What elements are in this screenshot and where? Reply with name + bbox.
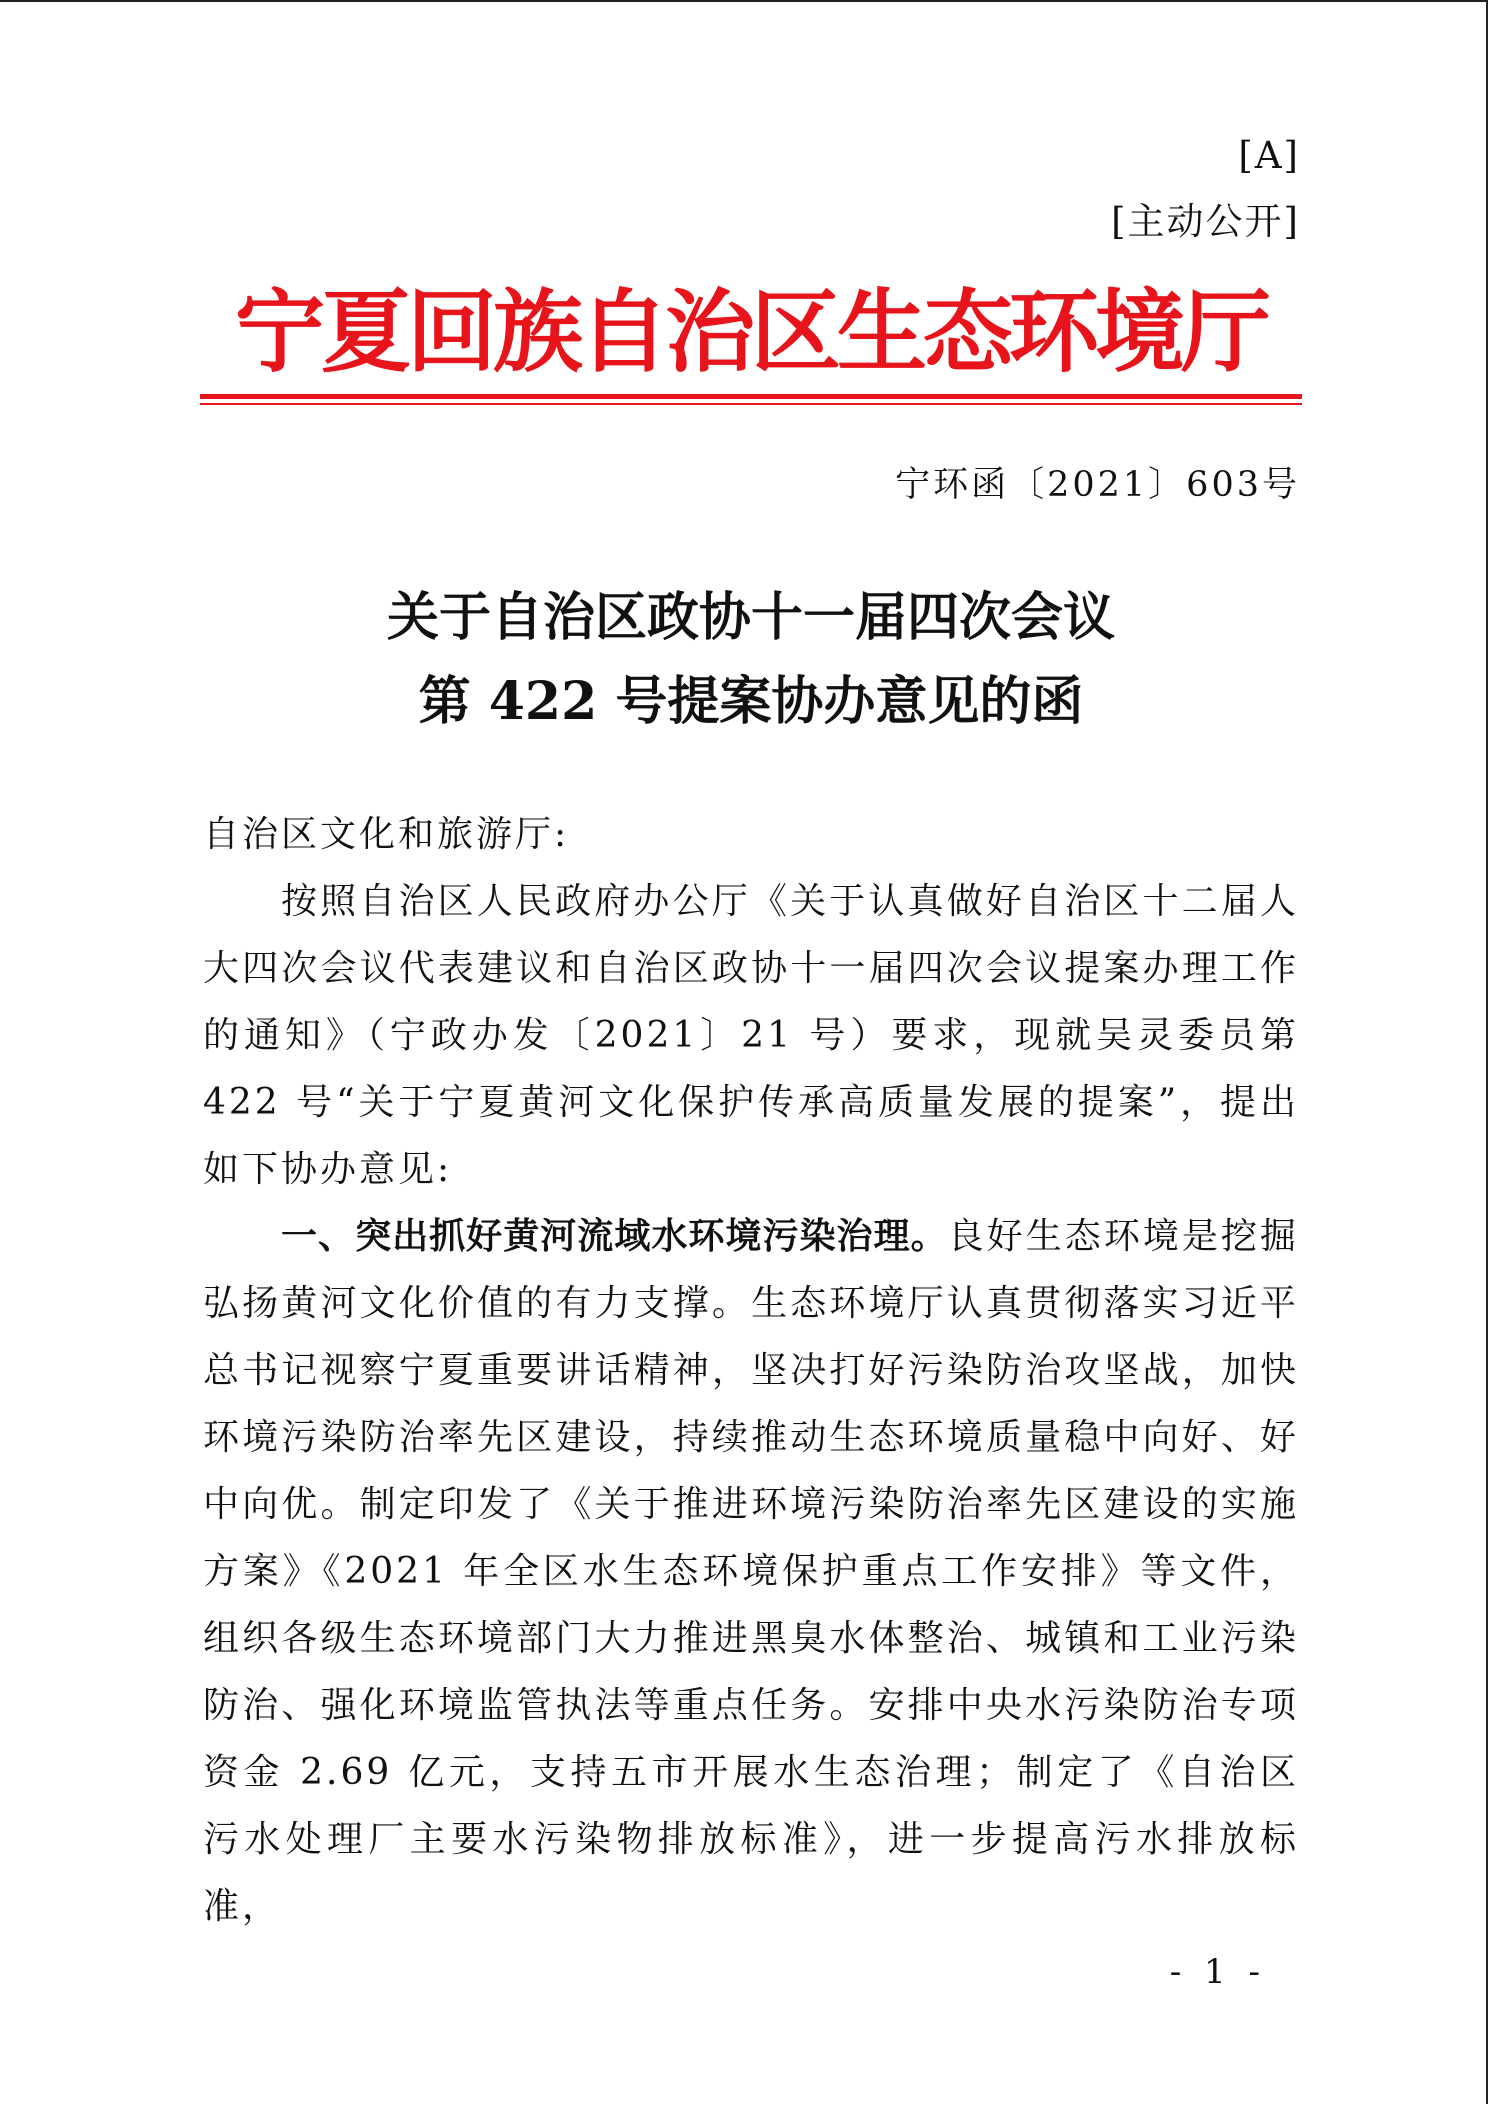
section-1-heading: 一、突出抓好黄河流域水环境污染治理。 (281, 1216, 948, 1257)
title-line-2: 第 422 号提案协办意见的函 (418, 671, 1084, 732)
section-1-text: 良好生态环境是挖掘弘扬黄河文化价值的有力支撑。生态环境厅认真贯彻落实习近平总书记视察宁夏重要讲话精神，坚决打好污染防治攻坚战，加快环境污染防治率先区建设，持续推动生态环境质量稳中向好、好中向优。制定印发了《关于推进环境污染防治率先区建设的实施方案》《2021 年全区水生态环境保护重点工作安排》等文件，组织各级生态环境部门大力推进黑臭水体整治、城镇和工业污染防治、强化环境监管执法等重点任务。安排中央水污染防治专项资金 2.69 亿元，支持五市开展水生态治理；制定了《自治区污水处理厂主要水污染物排放标准》，进一步提高污水排放标准， (203, 1216, 1299, 1927)
title-line-1: 关于自治区政协十一届四次会议 (386, 587, 1115, 648)
document-body (203, 801, 1299, 1940)
document-title (200, 576, 1302, 744)
document-number: 宁环函〔2021〕603号 (895, 465, 1300, 505)
page-number: - 1 - (1169, 1952, 1266, 1992)
disclosure-marker: [主动公开] (1111, 200, 1300, 243)
section-1-paragraph (203, 1203, 1299, 1940)
intro-paragraph: 按照自治区人民政府办公厅《关于认真做好自治区十二届人大四次会议代表建议和自治区政协十一届四次会议提案办理工作的通知》（宁政办发〔2021〕21 号）要求，现就吴灵委员第 422 号“关于宁夏黄河文化保护传承高质量发展的提案”，提出如下协办意见: (203, 881, 1299, 1190)
salutation: 自治区文化和旅游厅: (203, 814, 570, 855)
classification-marker: [A] (1238, 134, 1300, 177)
issuer-letterhead: 宁夏回族自治区生态环境厅 (235, 279, 1267, 385)
page-border-top (0, 0, 1488, 2)
letterhead-red-rule-thin (200, 403, 1302, 405)
letterhead-red-rule (200, 394, 1302, 399)
